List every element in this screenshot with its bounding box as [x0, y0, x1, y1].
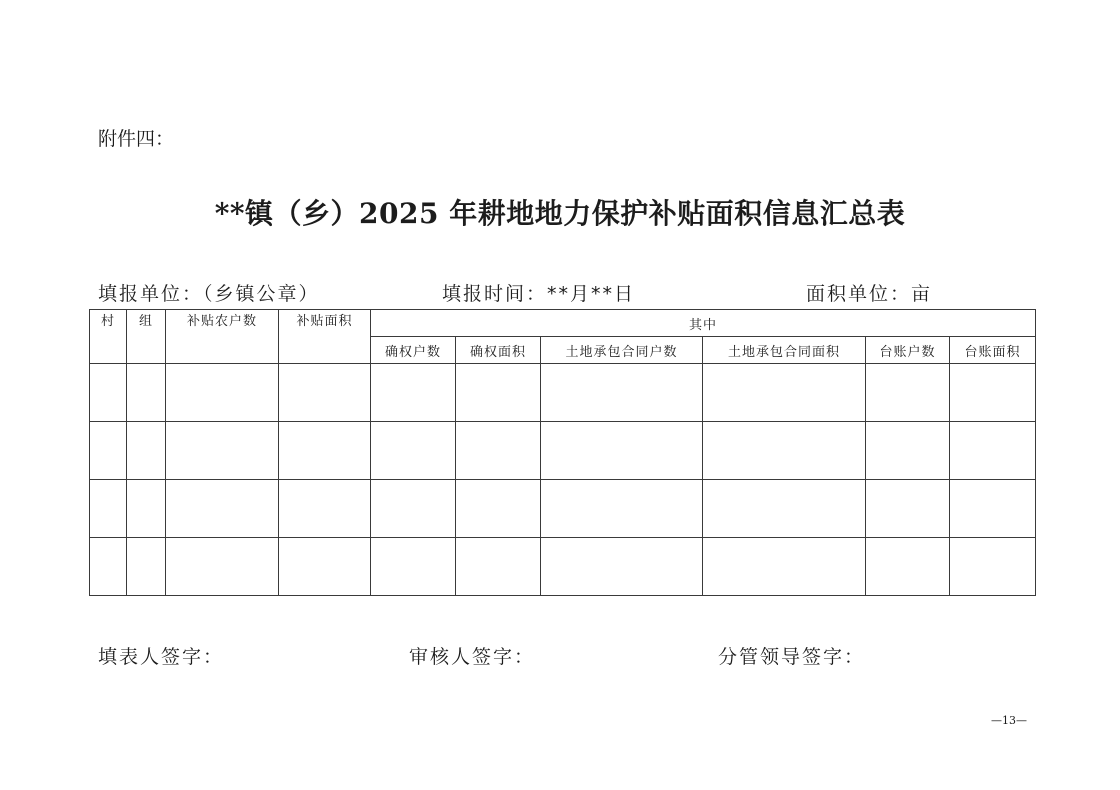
table-cell	[456, 364, 541, 422]
table-cell	[279, 364, 371, 422]
col-header-contract-area: 土地承包合同面积	[703, 337, 866, 364]
table-cell	[866, 480, 950, 538]
table-cell	[166, 538, 279, 596]
table-cell	[866, 364, 950, 422]
col-header-ledger-households: 台账户数	[866, 337, 950, 364]
table-row	[90, 364, 1036, 422]
col-header-village: 村	[90, 310, 127, 364]
table-cell	[127, 480, 166, 538]
table-cell	[166, 480, 279, 538]
table-cell	[279, 422, 371, 480]
leader-signature-label: 分管领导签字：	[718, 646, 866, 668]
table-cell	[866, 538, 950, 596]
table-cell	[127, 364, 166, 422]
document-title: **镇（乡）2025 年耕地地力保护补贴面积信息汇总表	[214, 197, 906, 230]
attachment-label: 附件四：	[98, 128, 175, 150]
table-cell	[90, 422, 127, 480]
reporting-unit-label: 填报单位：（乡镇公章）	[98, 283, 320, 305]
col-header-among: 其中	[371, 310, 1036, 337]
table-cell	[90, 538, 127, 596]
table-cell	[127, 538, 166, 596]
page-number: —13—	[991, 714, 1027, 727]
table-cell	[950, 422, 1036, 480]
table-row	[90, 480, 1036, 538]
reviewer-signature-label: 审核人签字：	[409, 646, 536, 668]
table-cell	[703, 422, 866, 480]
table-cell	[541, 480, 703, 538]
table-cell	[866, 422, 950, 480]
table-cell	[371, 480, 456, 538]
table-cell	[371, 422, 456, 480]
table-cell	[950, 480, 1036, 538]
table-cell	[166, 422, 279, 480]
col-header-confirmed-households: 确权户数	[371, 337, 456, 364]
area-unit-label: 面积单位：亩	[806, 283, 933, 305]
table-cell	[371, 538, 456, 596]
table-row	[90, 422, 1036, 480]
col-header-subsidy-households: 补贴农户数	[166, 310, 279, 364]
table-cell	[541, 538, 703, 596]
table-cell	[371, 364, 456, 422]
col-header-contract-households: 土地承包合同户数	[541, 337, 703, 364]
table-cell	[950, 364, 1036, 422]
table-cell	[456, 538, 541, 596]
col-header-confirmed-area: 确权面积	[456, 337, 541, 364]
table-cell	[541, 364, 703, 422]
table-cell	[166, 364, 279, 422]
table-cell	[703, 538, 866, 596]
subsidy-summary-table	[89, 309, 1036, 596]
table-cell	[950, 538, 1036, 596]
table-cell	[541, 422, 703, 480]
table-cell	[90, 480, 127, 538]
col-header-ledger-area: 台账面积	[950, 337, 1036, 364]
table-cell	[127, 422, 166, 480]
table-cell	[279, 538, 371, 596]
filler-signature-label: 填表人签字：	[98, 646, 225, 668]
col-header-subsidy-area: 补贴面积	[279, 310, 371, 364]
table-cell	[90, 364, 127, 422]
table-cell	[456, 480, 541, 538]
reporting-time-label: 填报时间：**月**日	[442, 283, 636, 305]
table-row	[90, 538, 1036, 596]
table-cell	[703, 364, 866, 422]
table-cell	[279, 480, 371, 538]
col-header-group: 组	[127, 310, 166, 364]
table-cell	[456, 422, 541, 480]
table-cell	[703, 480, 866, 538]
